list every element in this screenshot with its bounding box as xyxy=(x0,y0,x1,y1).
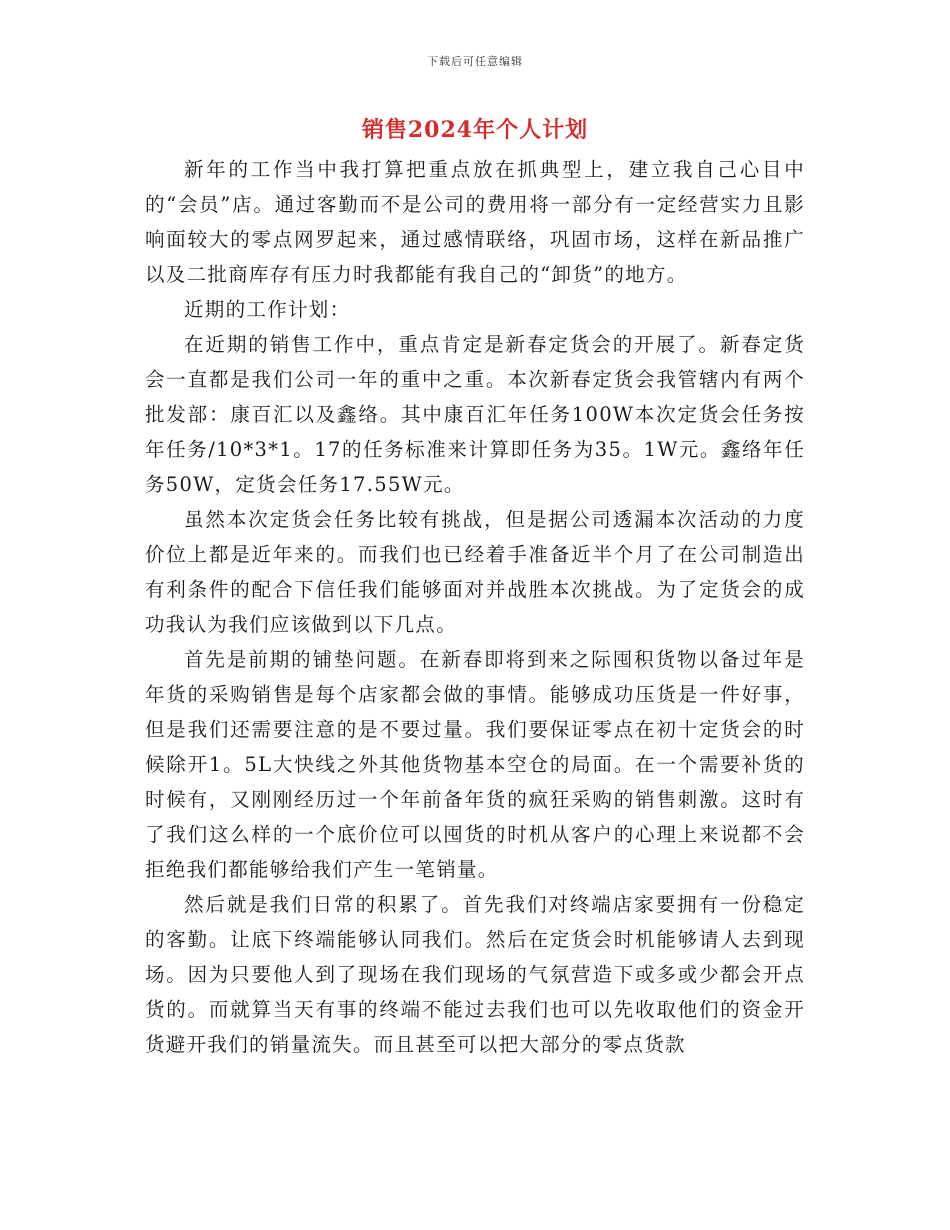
document-title: 销售2024年个人计划 xyxy=(361,117,589,143)
paragraph-5: 首先是前期的铺垫问题。在新春即将到来之际囤积货物以备过年是年货的采购销售是每个店家都会做的事情。能够成功压货是一件好事，但是我们还需要注意的是不要过量。我们要保证零点在初十定货会的时候除开1。5L大快线之外其他货物基本空仓的局面。在一个需要补货的时候有，又刚刚经历过一个年前备年货的疯狂采购的销售刺激。这时有了我们这么样的一个底价位可以囤货的时机从客户的心理上来说都不会拒绝我们都能够给我们产生一笔销量。 xyxy=(145,648,805,881)
paragraph-1: 新年的工作当中我打算把重点放在抓典型上，建立我自己心目中的“会员”店。通过客勤而不是公司的费用将一部分有一定经营实力且影响面较大的零点网罗起来，通过感情联络，巩固市场，这样在新品推广以及二批商库存有压力时我都能有我自己的“卸货”的地方。 xyxy=(145,158,805,286)
header-note: 下载后可任意编辑 xyxy=(427,55,523,68)
paragraph-4: 虽然本次定货会任务比较有挑战，但是据公司透漏本次活动的力度价位上都是近年来的。而我们也已经着手准备近半个月了在公司制造出有利条件的配合下信任我们能够面对并战胜本次挑战。为了定货会的成功我认为我们应该做到以下几点。 xyxy=(145,508,805,636)
document-body xyxy=(145,152,805,1062)
paragraph-6: 然后就是我们日常的积累了。首先我们对终端店家要拥有一份稳定的客勤。让底下终端能够认同我们。然后在定货会时机能够请人去到现场。因为只要他人到了现场在我们现场的气氛营造下或多或少都会开点货的。而就算当天有事的终端不能过去我们也可以先收取他们的资金开货避开我们的销量流失。而且甚至可以把大部分的零点货款 xyxy=(145,893,805,1056)
paragraph-3: 在近期的销售工作中，重点肯定是新春定货会的开展了。新春定货会一直都是我们公司一年的重中之重。本次新春定货会我管辖内有两个批发部：康百汇以及鑫络。其中康百汇年任务100W本次定货会任务按年任务/10*3*1。17的任务标准来计算即任务为35。1W元。鑫络年任务50W，定货会任务17.55W元。 xyxy=(145,333,805,496)
paragraph-2: 近期的工作计划： xyxy=(184,298,351,321)
